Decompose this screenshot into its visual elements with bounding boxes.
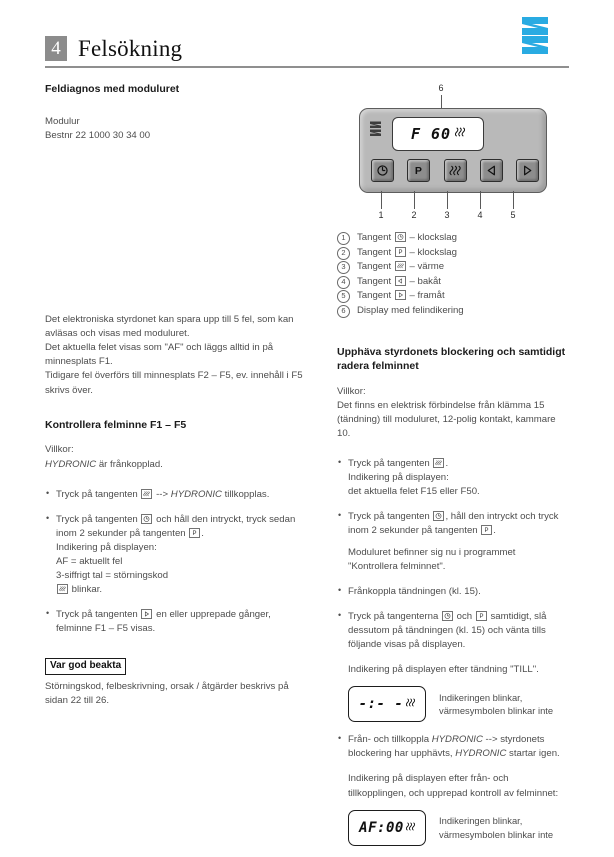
right-step-3: • Frånkoppla tändningen (kl. 15). [337,585,569,599]
display-1-lead: Indikering på displayen efter tändning "TILL". [348,664,539,676]
right-step-1-line-2: det aktuella felet F15 eller F50. [348,486,480,498]
heat-symbol-icon [455,125,465,143]
letter-p-icon [412,164,425,177]
callout-2: 2 [411,210,417,220]
step-2-line-3: 3-siffrigt tal = störningskod [56,570,169,582]
left-column [45,83,307,717]
right-step-1-line-1: Indikering på displayen: [348,472,449,484]
legend-item-3 [337,260,569,274]
display-2-caption: Indikeringen blinkar, värmesymbolen blinkar inte [439,814,554,840]
triangle-right-icon [521,164,534,177]
condition-label-right: Villkor: [337,385,366,397]
step-1-text-c: tillkopplas. [221,488,270,500]
letter-p-icon [476,611,487,621]
intro-line-1: Det elektroniska styrdonet kan spara upp till 5 fel, som kan avläsas och visas med moduluret. [45,314,294,340]
module-housing [359,108,547,193]
callout-5: 5 [510,210,516,220]
step-3 [45,608,307,636]
letter-p-icon [481,525,492,535]
right-step-2-line-1: Moduluret befinner sig nu i programmet [348,546,516,558]
leader-2 [414,191,415,209]
forward-button[interactable] [516,159,539,182]
leader-3 [447,191,448,209]
callout-4: 4 [477,210,483,220]
triangle-right-icon [395,290,406,300]
steps-list-right [337,457,569,652]
condition-rest: är frånkopplad. [96,458,163,470]
legend-number-4: 4 [337,275,357,289]
triangle-left-icon [485,164,498,177]
legend-list [337,231,569,318]
right-step-6: • Från- och tillkoppla HYDRONIC --> styrdonets blockering har upphävts, HYDRONIC startar igen. [337,733,569,761]
chapter-header [45,36,569,68]
condition-label-left: Villkor: [45,444,74,456]
condition-text-right: Det finns en elektrisk förbindelse från klämma 15 (tändning) till moduluret, 12-polig kontakt, kammare 10. [337,399,556,439]
right-step-2-note [337,546,569,574]
step-2-line-1: Indikering på displayen: [56,541,157,553]
p-button[interactable] [407,159,430,182]
clock-icon [141,514,152,524]
heat-symbol-icon [406,695,415,713]
legend-number-1: 1 [337,231,357,245]
right-column [337,83,569,857]
right-step-2-line-2: "Kontrollera felminnet". [348,560,446,572]
clock-icon [442,611,453,621]
product-name: Modulur [45,115,80,127]
leader-5 [513,191,514,209]
display-2-value: AF:00 [359,819,404,836]
step-2-line-4-text: blinkar. [69,584,103,596]
step-1-text-a: Tryck på tangenten [56,488,141,500]
display-figure-1 [348,686,569,722]
intro-line-2: Det aktuella felet visas som "AF" och läggs alltid in på minnesplats F1. [45,342,274,368]
svg-text:P: P [192,531,197,537]
svg-text:P: P [479,614,484,620]
display-1-screen [348,686,426,722]
right-step-1: • Tryck på tangenten . Indikering på displayen: det aktuella felet F15 eller F50. [337,457,569,499]
letter-p-icon [189,528,200,538]
svg-text:P: P [484,528,489,535]
condition-text-left [45,458,307,472]
steps-list-right-2 [337,733,569,761]
legend-text-6: Display med felindikering [357,304,464,316]
section-title-feldiagnos: Feldiagnos med moduluret [45,83,180,95]
heat-icon [141,489,152,499]
callout-6: 6 [438,83,444,93]
note-text: Störningskod, felbeskrivning, orsak / åtgärder beskrivs på sidan 22 till 26. [45,680,289,706]
clock-button[interactable] [371,159,394,182]
display-1-value: -:- - [358,696,404,713]
module-lcd-display [392,117,484,151]
module-button-row [371,159,539,182]
clock-icon [376,164,389,177]
legend-text-1: Tangent – klockslag [357,232,457,243]
right-step-4: • Tryck på tangenterna och P samtidigt, slå dessutom på tändningen (kl. 15) och vänta tills följande visas på displayen. [337,610,569,652]
display-2-lead: Indikering på displayen efter från- och tillkopplingen, och upprepad kontroll av felminnet: [348,773,559,799]
back-button[interactable] [480,159,503,182]
clock-icon [433,511,444,521]
page-title: Felsökning [78,36,183,61]
display-1-caption: Indikeringen blinkar, värmesymbolen blinkar inte [439,691,554,717]
section-title-kontrollera: Kontrollera felminne F1 – F5 [45,418,187,431]
triangle-left-icon [395,276,406,286]
step-1 [45,488,307,502]
legend-item-6 [337,304,569,318]
step-2-text-c: . [201,527,204,539]
step-2-line-4 [56,583,307,597]
step-2-text-a: Tryck på tangenten [56,513,141,525]
note-badge: Var god beakta [45,658,126,675]
legend-item-4 [337,275,569,289]
legend-number-6: 6 [337,304,357,318]
hydronic-label: HYDRONIC [45,458,97,470]
heat-icon [449,164,462,177]
callout-3: 3 [444,210,450,220]
module-illustration [337,83,569,226]
product-order-number: Bestnr 22 1000 30 34 00 [45,129,151,141]
heat-symbol-icon [406,819,415,837]
step-2-text-b: och håll den intryckt, tryck sedan inom 2 sekunder på tangenten [56,513,296,539]
legend-text-2: Tangent P – klockslag [357,246,457,258]
step-2 [45,513,307,598]
heat-icon [395,261,406,271]
lcd-value: F 60 [410,125,452,143]
legend-text-4: Tangent – bakåt [357,275,441,287]
svg-text:P: P [398,249,403,256]
header-divider [45,66,569,68]
triangle-right-icon [141,609,152,619]
heat-icon [57,584,68,594]
display-2-screen [348,810,426,846]
heat-button[interactable] [444,159,467,182]
clock-icon [395,232,406,242]
legend-number-3: 3 [337,260,357,274]
callout-1: 1 [378,210,384,220]
steps-list-left [45,488,307,637]
legend-text-5: Tangent – framåt [357,290,445,301]
display-figure-2 [348,810,569,846]
legend-number-2: 2 [337,246,357,260]
right-step-2: • Tryck på tangenten , håll den intryckt och tryck inom 2 sekunder på tangenten P . [337,510,569,538]
leader-1 [381,191,382,209]
leader-4 [480,191,481,209]
heat-icon [433,458,444,468]
legend-number-5: 5 [337,289,357,303]
svg-text:P: P [415,165,423,177]
step-3-text-b: en eller upprepade gånger, felminne F1 – F5 visas. [56,609,271,635]
module-brand-logo [369,121,382,137]
intro-line-3: Tidigare fel överförs till minnesplats F2 – F5, ev. innehåll i F5 skrivs över. [45,370,303,396]
chapter-number: 4 [45,36,67,61]
letter-p-icon [395,247,406,257]
legend-item-5 [337,289,569,303]
legend-item-2 [337,246,569,260]
legend-text-3: Tangent – värme [357,261,445,272]
legend-item-1 [337,231,569,245]
step-2-line-2: AF = aktuellt fel [56,556,123,568]
section-title-upphava: Upphäva styrdonets blockering och samtidigt radera felminnet [337,346,566,372]
step-3-text-a: Tryck på tangenten [56,609,141,621]
step-1-text-b: --> [153,488,171,500]
hydronic-label-2: HYDRONIC [170,488,222,500]
